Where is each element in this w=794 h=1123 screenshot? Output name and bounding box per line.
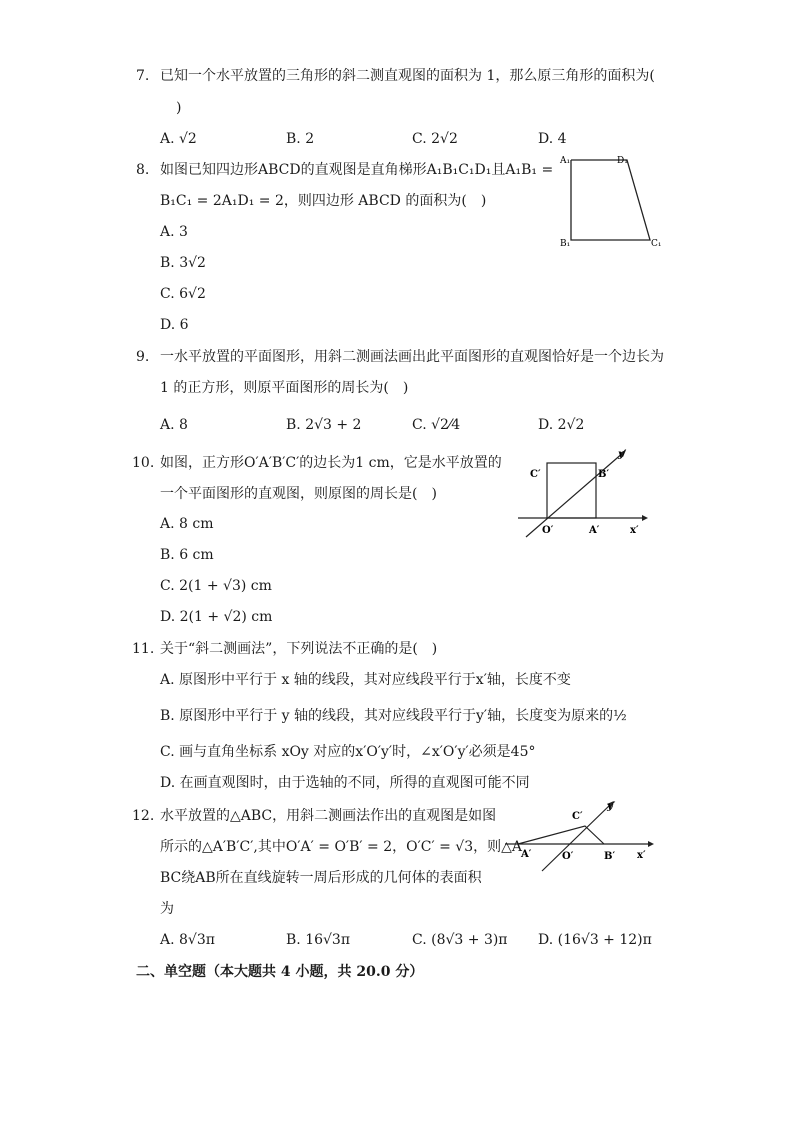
question-7-option-b: B. 2 xyxy=(286,131,315,147)
question-12-text-line2: 所示的△A′B′C′,其中O′A′ = O′B′ = 2，O′C′ = √3，则△A xyxy=(160,839,522,855)
label-x-prime: x′ xyxy=(630,525,639,536)
label-y-prime: y′ xyxy=(618,449,627,460)
question-11-number: 11. xyxy=(132,641,155,657)
section-heading: 二、单空题（本大题共 4 小题，共 20.0 分） xyxy=(136,964,424,980)
label-a-prime: A′ xyxy=(589,525,600,536)
y-axis xyxy=(526,452,624,537)
square-oblique-figure xyxy=(510,445,660,545)
question-7-option-a: A. √2 xyxy=(160,131,197,147)
question-8-text-line1: 如图已知四边形ABCD的直观图是直角梯形A₁B₁C₁D₁且A₁B₁ = xyxy=(160,162,554,178)
question-10-text-line2: 一个平面图形的直观图，则原图的周长是( ) xyxy=(160,486,437,502)
x-axis-arrow xyxy=(642,515,648,521)
x-axis-arrow xyxy=(648,841,654,847)
square-c-b-a-o xyxy=(547,463,596,518)
question-11-option-a: A. 原图形中平行于 x 轴的线段，其对应线段平行于x′轴，长度不变 xyxy=(160,672,571,688)
triangle-oblique-figure xyxy=(500,795,660,880)
label-a1: A₁ xyxy=(560,156,571,166)
question-12-text-line1: 水平放置的△ABC，用斜二测画法作出的直观图是如图 xyxy=(160,808,497,824)
question-10-number: 10. xyxy=(132,455,155,471)
question-8-text-line2: B₁C₁ = 2A₁D₁ = 2，则四边形 ABCD 的面积为( ) xyxy=(160,193,487,209)
question-12-text-line3: BC绕AB所在直线旋转一周后形成的几何体的表面积 xyxy=(160,870,482,886)
question-11-option-b: B. 原图形中平行于 y 轴的线段，其对应线段平行于y′轴，长度变为原来的½ xyxy=(160,708,627,724)
question-8-option-d: D. 6 xyxy=(160,317,189,333)
question-7-option-d: D. 4 xyxy=(538,131,567,147)
question-9-option-c: C. √2⁄4 xyxy=(412,417,461,433)
question-12-option-d: D. (16√3 + 12)π xyxy=(538,932,652,948)
question-8-number: 8. xyxy=(136,162,150,178)
question-11-option-d: D. 在画直观图时，由于选轴的不同，所得的直观图可能不同 xyxy=(160,775,530,791)
trapezoid-figure xyxy=(555,150,670,250)
question-8-option-b: B. 3√2 xyxy=(160,255,206,271)
trapezoid-outline xyxy=(571,160,650,240)
label-b-prime: B′ xyxy=(604,851,616,862)
question-8-option-c: C. 6√2 xyxy=(160,286,206,302)
question-7-option-c: C. 2√2 xyxy=(412,131,458,147)
label-c-prime: C′ xyxy=(572,811,583,822)
label-c-prime: C′ xyxy=(530,469,541,480)
question-9-text-line1: 一水平放置的平面图形，用斜二测画法画出此平面图形的直观图恰好是一个边长为 xyxy=(160,349,664,365)
triangle-a-c-b xyxy=(518,826,604,844)
question-11-option-c: C. 画与直角坐标系 xOy 对应的x′O′y′时，∠x′O′y′必须是45° xyxy=(160,744,536,760)
label-b-prime: B′ xyxy=(598,469,610,480)
label-d1: D₁ xyxy=(617,156,628,166)
label-c1: C₁ xyxy=(651,239,662,249)
question-9-option-a: A. 8 xyxy=(160,417,188,433)
question-10-option-d: D. 2(1 + √2) cm xyxy=(160,609,273,625)
label-b1: B₁ xyxy=(560,239,571,249)
question-10-option-b: B. 6 cm xyxy=(160,547,214,563)
question-8-option-a: A. 3 xyxy=(160,224,188,240)
label-x-prime: x′ xyxy=(637,850,646,861)
question-12-option-b: B. 16√3π xyxy=(286,932,351,948)
question-7-text-line2: ) xyxy=(176,100,182,116)
question-12-text-line4: 为 xyxy=(160,901,174,917)
question-9-option-b: B. 2√3 + 2 xyxy=(286,417,362,433)
question-9-number: 9. xyxy=(136,349,150,365)
question-12-option-a: A. 8√3π xyxy=(160,932,215,948)
question-11-text-line1: 关于“斜二测画法”，下列说法不正确的是( ) xyxy=(160,641,438,657)
question-10-option-c: C. 2(1 + √3) cm xyxy=(160,578,272,594)
question-10-option-a: A. 8 cm xyxy=(160,516,214,532)
question-9-option-d: D. 2√2 xyxy=(538,417,585,433)
label-o-prime: O′ xyxy=(542,525,554,536)
question-12-option-c: C. (8√3 + 3)π xyxy=(412,932,508,948)
question-7-number: 7. xyxy=(136,68,150,84)
label-y-prime: y′ xyxy=(607,801,616,812)
question-10-text-line1: 如图，正方形O′A′B′C′的边长为1 cm，它是水平放置的 xyxy=(160,455,502,471)
question-9-text-line2: 1 的正方形，则原平面图形的周长为( ) xyxy=(160,380,409,396)
label-o-prime: O′ xyxy=(562,851,574,862)
question-12-number: 12. xyxy=(132,808,155,824)
label-a-prime: A′ xyxy=(521,849,532,860)
question-7-text-line1: 已知一个水平放置的三角形的斜二测直观图的面积为 1，那么原三角形的面积为( xyxy=(160,68,655,84)
